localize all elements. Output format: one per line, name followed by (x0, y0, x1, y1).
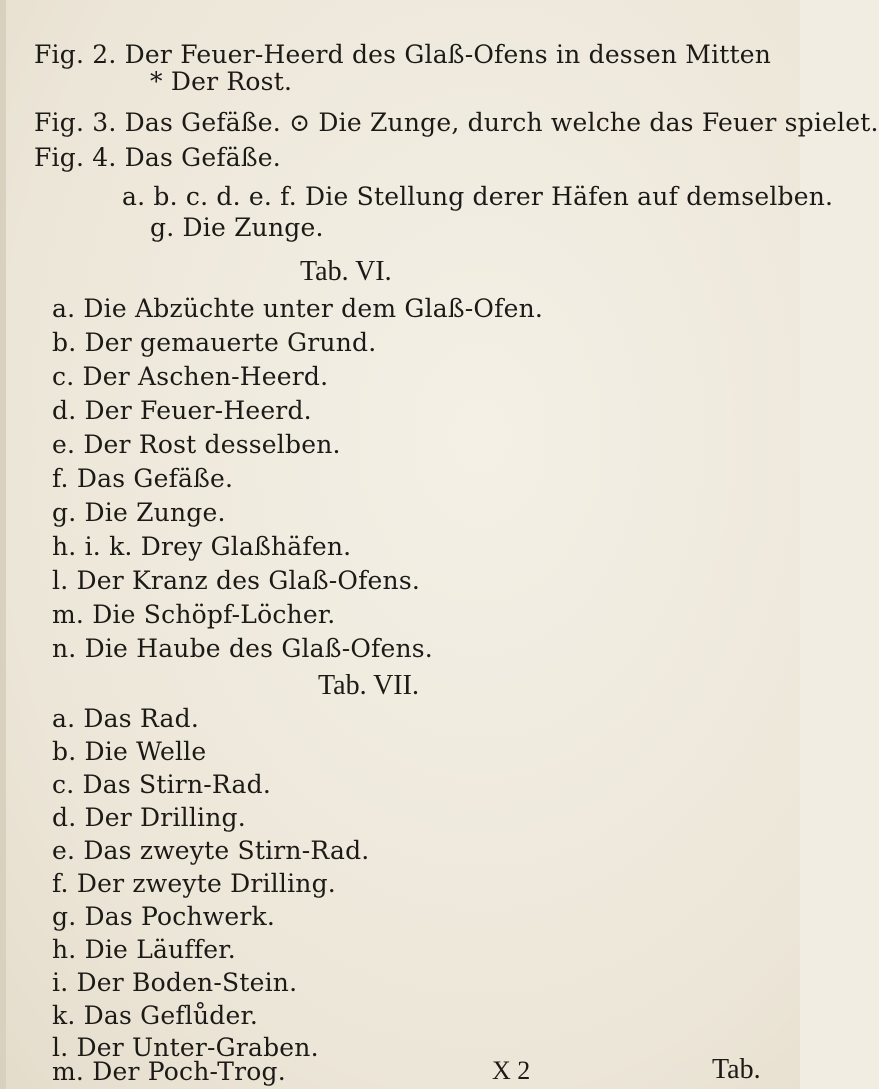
caption-text: Der Feuer-Heerd des Glaß-Ofens in dessen Mitten (124, 40, 772, 69)
caption-positions (122, 182, 833, 212)
list-item (52, 634, 433, 664)
item-text: Der Boden-Stein. (76, 968, 298, 997)
item-text: Der gemauerte Grund. (84, 328, 377, 357)
caption-key: g. (150, 213, 175, 242)
caption-fig-3 (34, 108, 879, 138)
item-key: g. (52, 498, 77, 527)
caption-fig-4 (34, 143, 281, 173)
signature-mark: X 2 (492, 1056, 531, 1085)
list-item (52, 737, 206, 767)
item-text: Das Stirn-Rad. (82, 770, 271, 799)
item-text: Die Zunge. (84, 498, 226, 527)
list-item (52, 869, 336, 899)
list-item (52, 968, 297, 998)
item-text: Das Geflůder. (83, 1001, 259, 1030)
item-key: h. i. k. (52, 532, 133, 561)
item-key: d. (52, 396, 77, 425)
item-key: b. (52, 328, 77, 357)
list-item (52, 396, 312, 426)
item-key: k. (52, 1001, 76, 1030)
item-key: d. (52, 803, 77, 832)
item-text: Die Abzüchte unter dem Glaß-Ofen. (83, 294, 544, 323)
caption-text: Die Zunge. (182, 213, 324, 242)
item-text: Die Haube des Glaß-Ofens. (84, 634, 433, 663)
caption-text: Der Rost. (170, 67, 293, 96)
list-item (52, 362, 328, 392)
item-key: n. (52, 634, 77, 663)
list-item (52, 464, 233, 494)
item-text: Der Unter-Graben. (76, 1033, 319, 1062)
item-text: Das Pochwerk. (84, 902, 276, 931)
item-key: f. (52, 464, 69, 493)
caption-key: Fig. 2. (34, 40, 117, 69)
list-item (52, 770, 271, 800)
item-text: Der Kranz des Glaß-Ofens. (76, 566, 421, 595)
item-key: m. (52, 600, 85, 629)
item-key: l. (52, 1033, 69, 1062)
item-key: c. (52, 770, 75, 799)
list-item (52, 430, 341, 460)
list-item (52, 1057, 286, 1087)
item-key: i. (52, 968, 69, 997)
item-key: b. (52, 737, 77, 766)
item-text: Das Gefäße. (76, 464, 234, 493)
item-text: Der Feuer-Heerd. (84, 396, 312, 425)
item-text: Die Welle (84, 737, 207, 766)
item-key: e. (52, 430, 76, 459)
list-item (52, 498, 226, 528)
item-text: Das Rad. (83, 704, 199, 733)
item-key: a. (52, 294, 76, 323)
item-text: Drey Glaßhäfen. (140, 532, 352, 561)
caption-zunge (150, 213, 324, 243)
list-item (52, 566, 420, 596)
item-key: a. (52, 704, 76, 733)
caption-key: Fig. 4. (34, 143, 117, 172)
list-item (52, 328, 376, 358)
item-key: c. (52, 362, 75, 391)
tab-7-heading: Tab. VII. (318, 670, 419, 701)
list-item (52, 704, 199, 734)
item-key: g. (52, 902, 77, 931)
item-text: Die Schöpf-Löcher. (92, 600, 336, 629)
item-key: h. (52, 935, 77, 964)
item-key: l. (52, 566, 69, 595)
caption-key: * (150, 67, 163, 96)
item-key: m. (52, 1057, 85, 1086)
caption-fig-2 (34, 40, 771, 70)
item-text: Das zweyte Stirn-Rad. (83, 836, 370, 865)
caption-text: Das Gefäße. ⊙ Die Zunge, durch welche das Feuer spielet. (124, 108, 879, 137)
item-text: Der zweyte Drilling. (76, 869, 336, 898)
list-item (52, 294, 543, 324)
catchword: Tab. (712, 1054, 761, 1085)
item-key: e. (52, 836, 76, 865)
item-key: f. (52, 869, 69, 898)
caption-key: a. b. c. d. e. f. (122, 182, 297, 211)
list-item (52, 532, 351, 562)
list-item (52, 1001, 258, 1031)
item-text: Der Aschen-Heerd. (82, 362, 329, 391)
list-item (52, 935, 236, 965)
list-item (52, 600, 335, 630)
list-item (52, 803, 246, 833)
list-item (52, 902, 275, 932)
item-text: Der Rost desselben. (83, 430, 341, 459)
item-text: Die Läuffer. (84, 935, 236, 964)
list-item (52, 836, 369, 866)
tab-6-heading: Tab. VI. (300, 256, 392, 287)
caption-key: Fig. 3. (34, 108, 117, 137)
item-text: Der Poch-Trog. (92, 1057, 286, 1086)
item-text: Der Drilling. (84, 803, 246, 832)
page-edge-shadow (0, 0, 6, 1089)
caption-text: Die Stellung derer Häfen auf demselben. (305, 182, 834, 211)
caption-text: Das Gefäße. (124, 143, 281, 172)
caption-rost (150, 67, 292, 97)
